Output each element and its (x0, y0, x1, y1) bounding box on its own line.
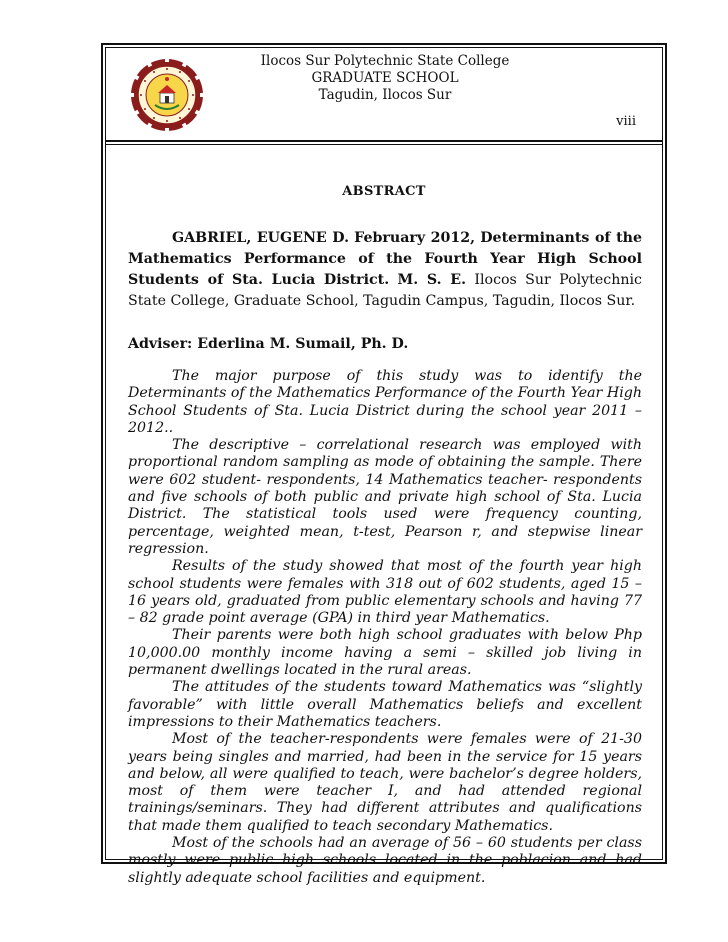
abstract-paragraph: Most of the schools had an average of 56 – 60 students per class mostly were public high schools located in the poblacion and had slightly adequate school facilities and equipment. (128, 835, 642, 886)
citation-author: GABRIEL, EUGENE D. (172, 230, 350, 246)
header-school: GRADUATE SCHOOL (311, 70, 459, 86)
college-seal-icon (127, 55, 207, 135)
header-divider-thin (105, 144, 663, 145)
citation (128, 228, 642, 312)
abstract-paragraph: The major purpose of this study was to identify the Determinants of the Mathematics Performance of the Fourth Year High School Students of Sta. Lucia District during the school year 2011 – 2012.. (128, 368, 642, 436)
abstract-paragraph: The attitudes of the students toward Mathematics was “slightly favorable” with little overall Mathematics beliefs and excellent impressions to their Mathematics teachers. (128, 679, 642, 730)
abstract-paragraph: Their parents were both high school graduates with below Php 10,000.00 monthly income having a semi – skilled job living in permanent dwellings located in the rural areas. (128, 627, 642, 679)
citation-title: Determinants of the Mathematics Performance of the Fourth Year High School Students of Sta. Lucia District. (128, 230, 642, 288)
abstract-paragraph: Most of the teacher-respondents were females were of 21-30 years being singles and married, had been in the service for 15 years and below, all were qualified to teach, were bachelor’s degree holders, most of them were teacher I, and had attended regional trainings/seminars. They had different attributes and qualifications that made them qualified to teach secondary Mathematics. (128, 731, 642, 834)
header-institution: Ilocos Sur Polytechnic State College (260, 53, 510, 69)
page-number: viii (616, 114, 636, 129)
abstract-paragraph: The descriptive – correlational research was employed with proportional random sampling as mode of obtaining the sample. There were 602 student- respondents, 14 Mathematics teacher- respondents and five schools of both public and private high school of Sta. Lucia District. The statistical tools used were frequency counting, percentage, weighted mean, t-test, Pearson r, and stepwise linear regression. (128, 437, 642, 557)
header-location: Tagudin, Ilocos Sur (318, 87, 452, 103)
citation-degree: M. S. E. (397, 272, 467, 288)
page-title: ABSTRACT (342, 184, 426, 199)
abstract-body (128, 368, 642, 887)
abstract-paragraph: Results of the study showed that most of the fourth year high school students were females with 318 out of 602 students, aged 15 – 16 years old, graduated from public elementary schools and having 77 – 82 grade point average (GPA) in third year Mathematics. (128, 558, 642, 627)
header-divider (105, 140, 663, 142)
citation-publisher: Ilocos Sur Polytechnic State College, Graduate School, Tagudin Campus, Tagudin, Ilocos Sur. (128, 272, 642, 309)
citation-date: February 2012, (354, 230, 476, 246)
adviser-line: Adviser: Ederlina M. Sumail, Ph. D. (128, 336, 409, 352)
